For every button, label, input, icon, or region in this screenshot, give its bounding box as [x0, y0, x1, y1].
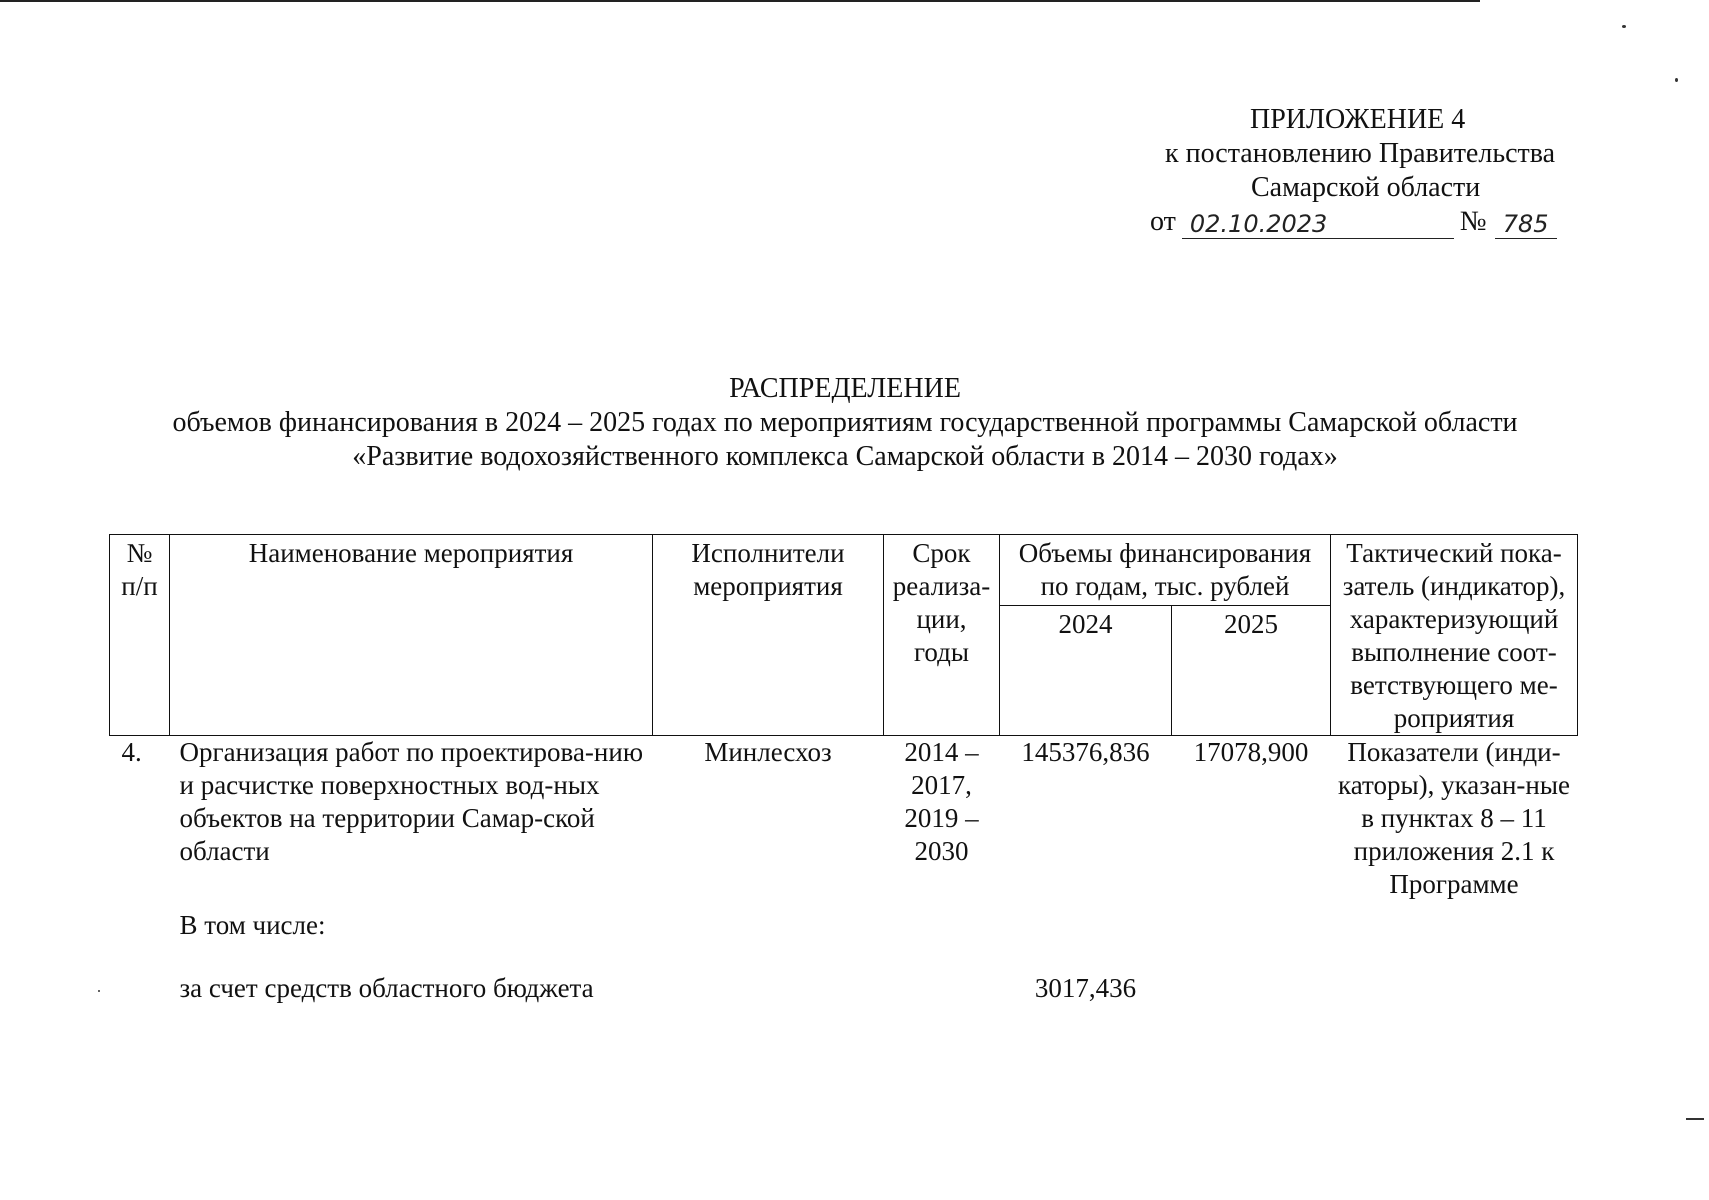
number-prefix: №: [1459, 206, 1487, 237]
handwritten-number: 785: [1495, 210, 1557, 239]
heading-subtitle: объемов финансирования в 2024 – 2025 годах по мероприятиям государственной программы Самарской области: [172, 407, 1518, 438]
handwritten-date: 02.10.2023: [1182, 210, 1454, 239]
scan-speck: [1675, 78, 1678, 82]
table-row: [110, 972, 1578, 1005]
funding-table: [109, 534, 1578, 1005]
header-executors: Исполнители мероприятия: [653, 535, 884, 736]
heading-program-name: «Развитие водохозяйственного комплекса Самарской области в 2014 – 2030 годах»: [352, 441, 1338, 472]
regional-budget-label: за счет средств областного бюджета: [179, 973, 594, 1003]
document-heading: [110, 372, 1580, 474]
header-num: № п/п: [110, 535, 170, 736]
header-indicator: Тактический пока-затель (индикатор), характеризующий выполнение соот-ветствующего ме-роприятия: [1331, 535, 1578, 736]
annex-block: [1150, 103, 1570, 239]
table-row: [110, 736, 1578, 902]
date-prefix: от: [1150, 206, 1176, 237]
header-year-2024: 2024: [1000, 606, 1172, 736]
row-indicator: Показатели (инди-каторы), указан-ные в пунктах 8 – 11 приложения 2.1 к Программе: [1338, 737, 1570, 899]
annex-title: ПРИЛОЖЕНИЕ 4: [1250, 104, 1466, 135]
header-funding: Объемы финансирования по годам, тыс. рублей: [1000, 535, 1331, 606]
heading-title: РАСПРЕДЕЛЕНИЕ: [729, 373, 961, 404]
table-row: [110, 901, 1578, 942]
header-period: Срок реализа-ции, годы: [884, 535, 1000, 736]
header-name: Наименование мероприятия: [170, 535, 653, 736]
scan-speck: [1622, 25, 1626, 28]
row-executors: Минлесхоз: [704, 737, 832, 767]
header-year-2025: 2025: [1172, 606, 1331, 736]
scan-speck: [1686, 1118, 1704, 1120]
scan-speck: [98, 990, 100, 992]
annex-resolution-line: к постановлению Правительства: [1165, 138, 1556, 169]
row-name: Организация работ по проектирова-нию и расчистке поверхностных вод-ных объектов на территории Самар-ской области: [179, 737, 643, 866]
row-period: 2014 – 2017, 2019 – 2030: [904, 737, 979, 866]
page-top-border: [0, 0, 1480, 2]
annex-region-line: Самарской области: [1251, 172, 1481, 203]
including-label: В том числе:: [179, 910, 326, 940]
row-num: 4.: [121, 737, 142, 767]
regional-budget-2024-value: 3017,436: [1034, 973, 1137, 1003]
row-2025-value: 17078,900: [1193, 737, 1309, 767]
annex-date-row: [1150, 205, 1570, 239]
table-header: [110, 535, 1578, 736]
row-2024-value: 145376,836: [1021, 737, 1150, 767]
